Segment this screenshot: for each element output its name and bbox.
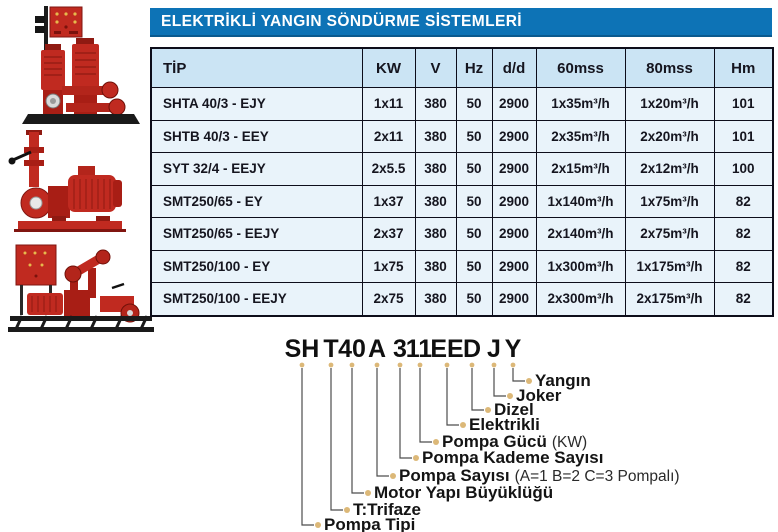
- value-cell: 50: [456, 218, 492, 251]
- base-plate: [14, 221, 126, 232]
- value-cell: 380: [415, 185, 456, 218]
- code-dot: [511, 363, 516, 368]
- value-cell: 2x12m³/h: [625, 153, 714, 186]
- connector-line: [302, 368, 314, 525]
- value-cell: 2x11: [362, 120, 415, 153]
- value-cell: 2900: [492, 250, 536, 283]
- code-segment: EE: [430, 335, 464, 363]
- value-cell: 50: [456, 185, 492, 218]
- page-title: ELEKTRİKLİ YANGIN SÖNDÜRME SİSTEMLERİ: [150, 8, 772, 37]
- header-row: [151, 48, 773, 88]
- value-cell: 1x11: [362, 88, 415, 121]
- value-cell: 1x35m³/h: [536, 88, 625, 121]
- model-code-diagram: [0, 318, 778, 532]
- value-cell: 1x75: [362, 250, 415, 283]
- value-cell: 2x140m³/h: [536, 218, 625, 251]
- label-dot: [344, 507, 350, 513]
- table-row: [151, 88, 773, 121]
- value-cell: 1x20m³/h: [625, 88, 714, 121]
- value-cell: 1x37: [362, 185, 415, 218]
- value-cell: 2x300m³/h: [536, 283, 625, 316]
- value-cell: 1x175m³/h: [625, 250, 714, 283]
- table-row: [151, 120, 773, 153]
- code-dot: [329, 363, 334, 368]
- code-label-pompa-gucu: Pompa Gücü (KW): [442, 432, 588, 451]
- row-tip-cell: SMT250/65 - EEJY: [151, 218, 362, 251]
- row-tip-cell: SYT 32/4 - EEJY: [151, 153, 362, 186]
- code-label-elektrikli: Elektrikli: [469, 415, 540, 434]
- spec-table: [150, 47, 774, 317]
- code-dot: [398, 363, 403, 368]
- column-header-60mss: 60mss: [536, 48, 625, 88]
- code-dot: [375, 363, 380, 368]
- column-header-kw: KW: [362, 48, 415, 88]
- value-cell: 100: [714, 153, 773, 186]
- label-dot: [460, 422, 466, 428]
- code-segment: T: [323, 335, 339, 363]
- code-dot: [470, 363, 475, 368]
- label-dot: [413, 455, 419, 461]
- connector-line: [400, 368, 412, 458]
- code-segment: A: [367, 335, 387, 363]
- value-cell: 2x20m³/h: [625, 120, 714, 153]
- code-label-trifaze: T:Trifaze: [353, 500, 422, 519]
- value-cell: 2900: [492, 88, 536, 121]
- connector-line: [494, 368, 506, 396]
- value-cell: 101: [714, 120, 773, 153]
- column-header-80mss: 80mss: [625, 48, 714, 88]
- value-cell: 2x175m³/h: [625, 283, 714, 316]
- code-dot: [445, 363, 450, 368]
- label-dot: [507, 393, 513, 399]
- value-cell: 50: [456, 153, 492, 186]
- label-dot: [485, 407, 491, 413]
- value-cell: 82: [714, 250, 773, 283]
- value-cell: 2900: [492, 218, 536, 251]
- code-segment: SH: [284, 335, 320, 363]
- value-cell: 2900: [492, 185, 536, 218]
- label-dot: [390, 473, 396, 479]
- value-cell: 82: [714, 218, 773, 251]
- value-cell: 380: [415, 88, 456, 121]
- value-cell: 50: [456, 250, 492, 283]
- table-row: [151, 153, 773, 186]
- code-segment: 11: [405, 335, 433, 363]
- column-header-hm: Hm: [714, 48, 773, 88]
- code-label-motor-buyuklugu: Motor Yapı Büyüklüğü: [374, 483, 554, 502]
- code-label-yangin: Yangın: [535, 371, 591, 390]
- code-label-pompa-tipi: Pompa Tipi: [324, 515, 416, 532]
- column-header-dd: d/d: [492, 48, 536, 88]
- value-cell: 2900: [492, 153, 536, 186]
- code-dot: [418, 363, 423, 368]
- table-row: [151, 283, 773, 316]
- code-dot: [300, 363, 305, 368]
- product-photo-vertical-booster-set: [4, 0, 154, 130]
- value-cell: 2x75m³/h: [625, 218, 714, 251]
- column-header-tip: TİP: [151, 48, 362, 88]
- suction-riser-valve: [9, 130, 45, 187]
- connector-line: [352, 368, 364, 493]
- value-cell: 101: [714, 88, 773, 121]
- code-label-dizel: Dizel: [494, 400, 534, 419]
- connector-line: [377, 368, 389, 476]
- table-row: [151, 185, 773, 218]
- row-tip-cell: SHTA 40/3 - EJY: [151, 88, 362, 121]
- product-photo-horizontal-pump: [0, 128, 155, 236]
- value-cell: 1x300m³/h: [536, 250, 625, 283]
- row-tip-cell: SMT250/100 - EY: [151, 250, 362, 283]
- value-cell: 2x5.5: [362, 153, 415, 186]
- code-label-kademe-sayisi: Pompa Kademe Sayısı: [422, 448, 604, 467]
- code-dot: [350, 363, 355, 368]
- value-cell: 1x140m³/h: [536, 185, 625, 218]
- value-cell: 380: [415, 283, 456, 316]
- connector-line: [472, 368, 484, 410]
- pump-motors: [27, 284, 134, 316]
- value-cell: 82: [714, 283, 773, 316]
- value-cell: 380: [415, 250, 456, 283]
- value-cell: 50: [456, 120, 492, 153]
- value-cell: 1x75m³/h: [625, 185, 714, 218]
- code-label-joker: Joker: [516, 386, 562, 405]
- table-row: [151, 250, 773, 283]
- label-dot: [365, 490, 371, 496]
- row-tip-cell: SMT250/100 - EEJY: [151, 283, 362, 316]
- control-panel: [50, 7, 82, 37]
- code-label-pompa-sayisi: Pompa Sayısı (A=1 B=2 C=3 Pompalı): [399, 466, 680, 485]
- value-cell: 380: [415, 218, 456, 251]
- value-cell: 50: [456, 283, 492, 316]
- code-segment: D: [462, 335, 482, 363]
- value-cell: 82: [714, 185, 773, 218]
- pump-volute: [21, 186, 70, 218]
- label-dot: [526, 378, 532, 384]
- row-tip-cell: SMT250/65 - EY: [151, 185, 362, 218]
- value-cell: 2900: [492, 120, 536, 153]
- label-dot: [433, 439, 439, 445]
- code-segment: 40: [338, 335, 366, 363]
- connector-line: [447, 368, 459, 425]
- table-row: [151, 218, 773, 251]
- code-segment: Y: [504, 335, 522, 363]
- value-cell: 2x37: [362, 218, 415, 251]
- code-segment: J: [487, 335, 501, 363]
- value-cell: 2x15m³/h: [536, 153, 625, 186]
- base-plate: [22, 114, 140, 124]
- connector-line: [420, 368, 432, 442]
- column-header-v: V: [415, 48, 456, 88]
- value-cell: 2x75: [362, 283, 415, 316]
- code-segment: 3: [393, 335, 407, 363]
- value-cell: 380: [415, 120, 456, 153]
- connector-line: [331, 368, 343, 510]
- column-header-hz: Hz: [456, 48, 492, 88]
- value-cell: 50: [456, 88, 492, 121]
- value-cell: 380: [415, 153, 456, 186]
- value-cell: 2x35m³/h: [536, 120, 625, 153]
- connector-line: [513, 368, 525, 381]
- code-dot: [492, 363, 497, 368]
- label-dot: [315, 522, 321, 528]
- value-cell: 2900: [492, 283, 536, 316]
- row-tip-cell: SHTB 40/3 - EEY: [151, 120, 362, 153]
